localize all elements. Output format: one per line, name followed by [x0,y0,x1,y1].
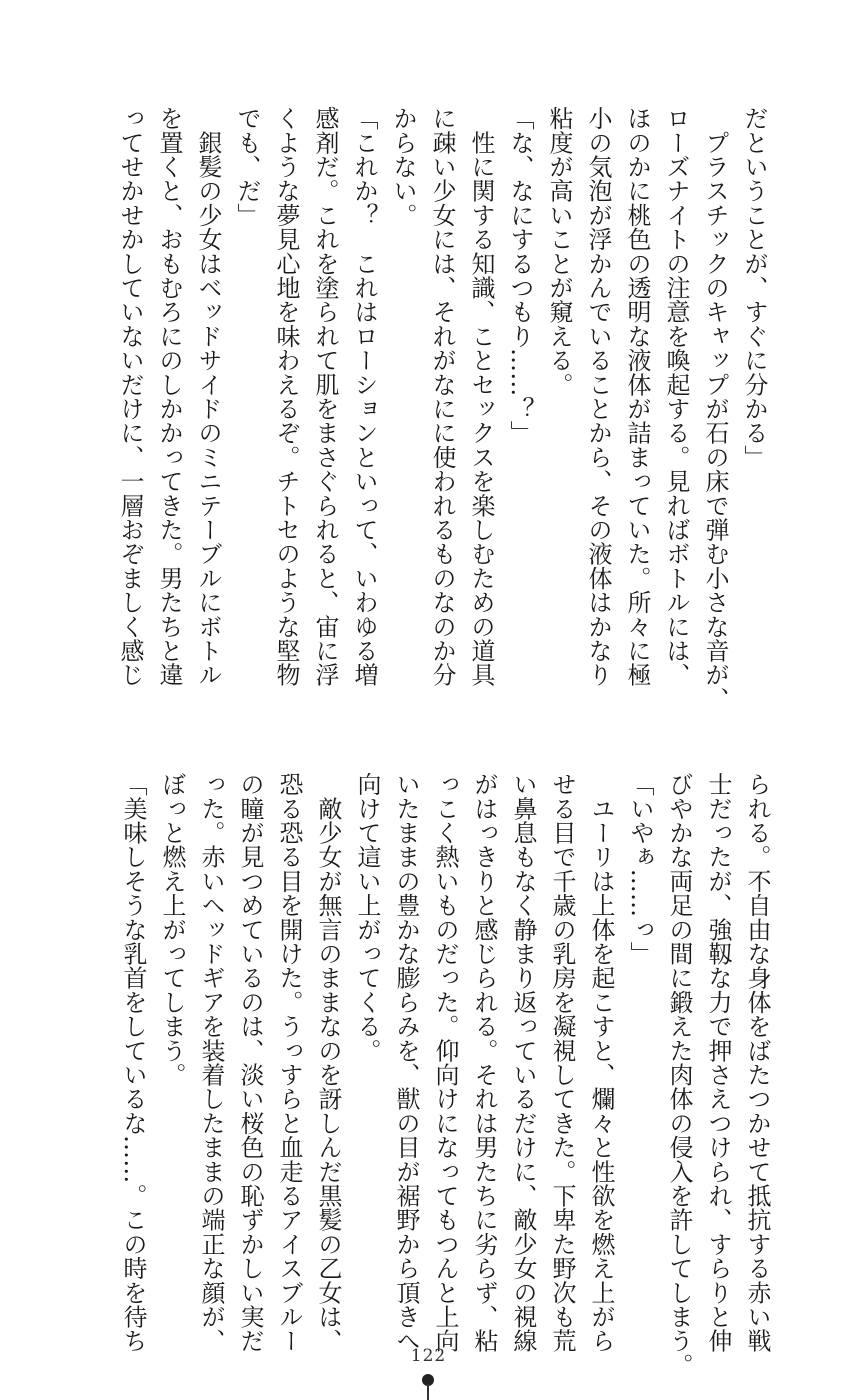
binding-line [427,1384,429,1400]
lower-text-block [113,772,776,1377]
text-column: 敵少女が無言のままなのを訝しんだ黒髪の乙女は、 [314,772,342,1353]
text-column: ってせかせかしていないだけに、一層おぞましく感じ [116,106,144,687]
text-column: いたままの豊かな膨らみを、獣の目が裾野から頂きへ [392,772,420,1353]
text-column: い鼻息もなく静まり返っているだけに、敵少女の視線 [509,772,537,1353]
text-column: っこく熱いものだった。仰向けになってもつんと上向 [431,772,459,1353]
text-column: でも、だ」 [233,106,261,227]
text-column: 「これか？ これはローションといって、いわゆる増 [350,106,378,687]
upper-text-block [110,106,773,711]
text-column: がはっきりと感じられる。それは男たちに劣らず、粘 [470,772,498,1353]
text-column: 「美味しそうな乳首をしているな……。この時を待ち [119,772,147,1353]
text-column: った。赤いヘッドギアを装着したままの端正な顔が、 [197,772,225,1353]
text-column: ほのかに桃色の透明な液体が詰まっていた。所々に極 [623,106,651,687]
text-column: 性に関する知識、ことセックスを楽しむための道具 [467,106,495,687]
text-column: びやかな両足の間に鍛えた肉体の侵入を許してしまう。 [665,772,693,1377]
text-column: 「いやぁ……っ」 [626,772,654,966]
text-column: 感剤だ。これを塗られて肌をまさぐられると、宙に浮 [311,106,339,687]
text-column: 粘度が高いことが窺える。 [545,106,573,397]
text-column: られる。不自由な身体をばたつかせて抵抗する赤い戦 [743,772,771,1353]
text-column: だということが、すぐに分かる」 [740,106,768,469]
text-column: 銀髪の少女はベッドサイドのミニテーブルにボトル [194,106,222,687]
text-column: ローズナイトの注意を喚起する。見ればボトルには、 [662,106,690,687]
text-column: 「な、なにするつもり……？」 [506,106,534,445]
page-number: 122 [410,1346,447,1366]
text-column: プラスチックのキャップが石の床で弾む小さな音が、 [701,106,729,711]
text-column: 向けて這い上がってくる。 [353,772,381,1063]
text-column: を置くと、おもむろにのしかかってきた。男たちと違 [155,106,183,687]
text-column: ユーリは上体を起こすと、爛々と性欲を燃え上がら [587,772,615,1353]
text-column: からない。 [389,106,417,227]
text-column: ぼっと燃え上がってしまう。 [158,772,186,1087]
text-column: くような夢見心地を味わえるぞ。チトセのような堅物 [272,106,300,687]
text-column: に疎い少女には、それがなにに使われるものなのか分 [428,106,456,687]
text-column: の瞳が見つめているのは、淡い桜色の恥ずかしい実だ [236,772,264,1353]
text-column: 恐る恐る目を開けた。うっすらと血走るアイスブルー [275,772,303,1353]
text-column: 小の気泡が浮かんでいることから、その液体はかなり [584,106,612,687]
text-column: せる目で千歳の乳房を凝視してきた。下卑た野次も荒 [548,772,576,1353]
text-column: 士だったが、強靱な力で押さえつけられ、すらりと伸 [704,772,732,1353]
